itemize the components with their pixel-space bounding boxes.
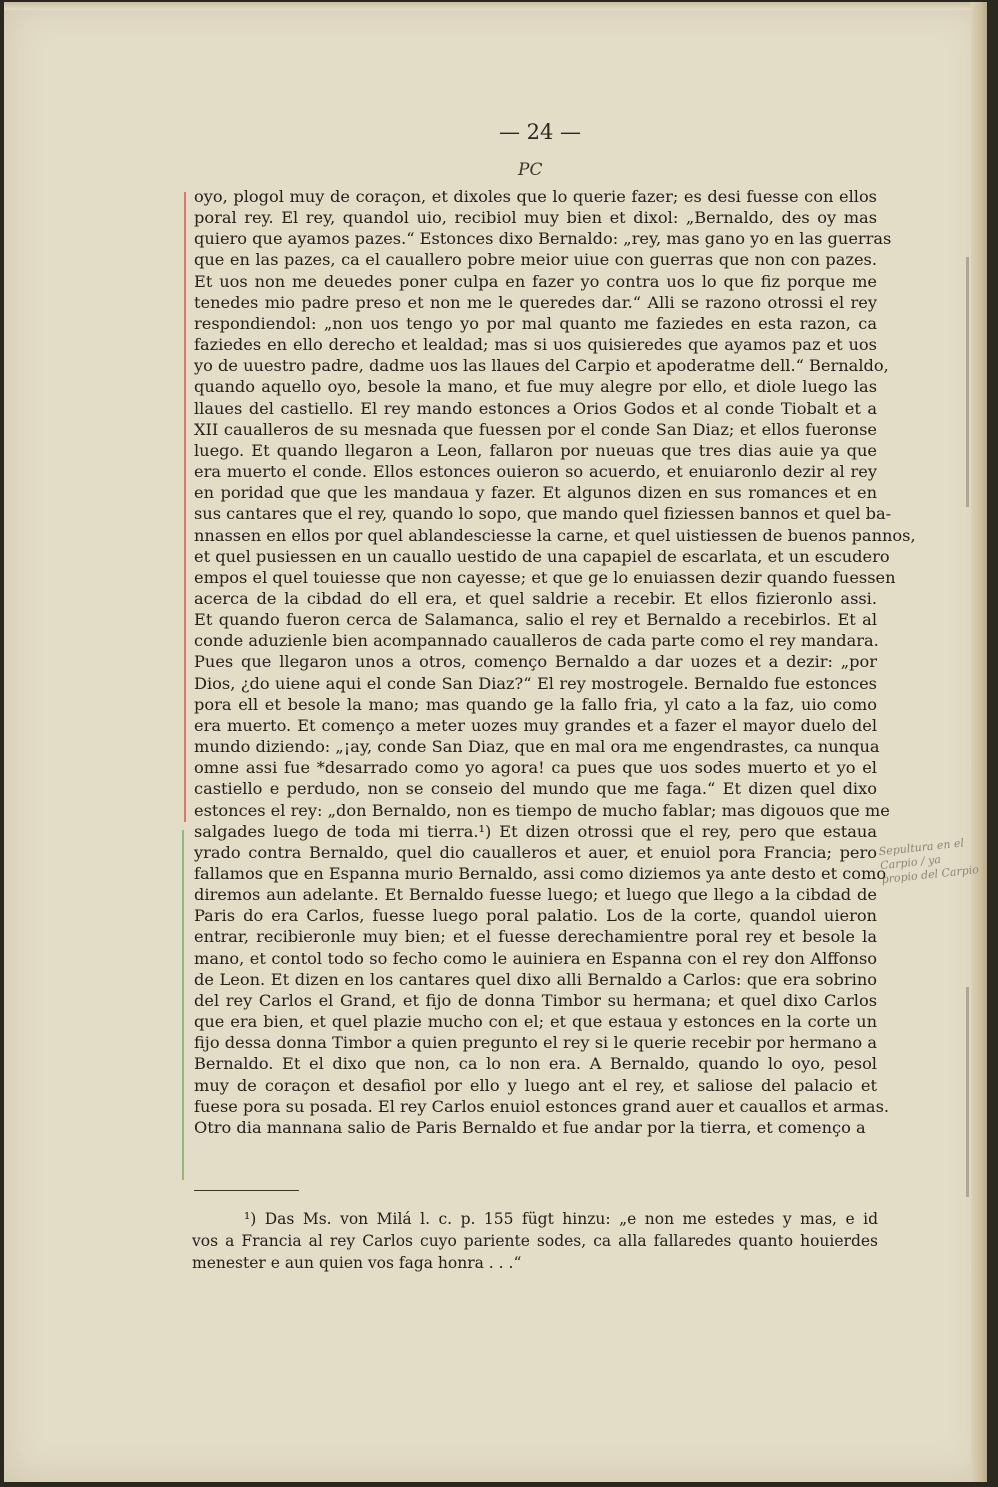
text-line: mundo diziendo: „¡ay, conde San Diaz, que en mal ora me engendrastes, ca nunqua [194, 737, 880, 757]
text-line: en poridad que que les mandaua y fazer. Et algunos dizen en sus romances et en [194, 483, 877, 503]
footnote-line: menester e aun quien vos faga honra . . .“ [192, 1254, 522, 1272]
text-line: llaues del castiello. El rey mando estonces a Orios Godos et al conde Tiobalt et a [194, 398, 877, 418]
text-line: que en las pazes, ca el cauallero pobre meior uiue con guerras que non con pazes. [194, 250, 877, 270]
text-line: Et quando fueron cerca de Salamanca, salio el rey et Bernaldo a recebirlos. Et al [194, 610, 877, 630]
text-line: de Leon. Et dizen en los cantares quel dixo alli Bernaldo a Carlos: que era sobrino [194, 969, 877, 989]
text-line: castiello e perdudo, non se conseio del mundo que me faga.“ Et dizen quel dixo [194, 779, 877, 799]
library-stamp: PC [518, 160, 543, 180]
text-line: conde aduzienle bien acompannado caualleros de cada parte como el rey mandara. [194, 631, 879, 651]
text-line: era muerto el conde. Ellos estonces ouieron so acuerdo, et enuiaronlo dezir al rey [194, 462, 877, 482]
text-line: poral rey. El rey, quandol uio, recibiol muy bien et dixol: „Bernaldo, des oy mas [194, 208, 877, 228]
text-line: respondiendol: „non uos tengo yo por mal quanto me faziedes en esta razon, ca [194, 313, 877, 333]
footnote [192, 1208, 878, 1274]
text-line: Paris do era Carlos, fuesse luego poral palatio. Los de la corte, quandol uieron [194, 906, 877, 926]
text-line: acerca de la cibdad do ell era, et quel saldrie a recebir. Et ellos fizieronlo assi. [194, 588, 877, 608]
text-line: Pues que llegaron unos a otros, començo Bernaldo a dar uozes et a dezir: „por [194, 652, 877, 672]
text-line: nnassen en ellos por quel ablandesciesse la carne, et quel uistiessen de buenos pannos, [194, 525, 916, 545]
page-top-edge [4, 2, 987, 10]
text-line: luego. Et quando llegaron a Leon, fallaron por nueuas que tres dias auie ya que [194, 440, 877, 460]
pencil-margin-note: Sepultura en el Carpio / ya propio del Carpio [878, 836, 980, 887]
text-line: entrar, recibieronle muy bien; et el fuesse derechamientre poral rey et besole la [194, 927, 877, 947]
binding-edge [971, 2, 987, 1482]
text-line: muy de coraçon et desafiol por ello y luego ant el rey, et saliose del palacio et [194, 1075, 877, 1095]
green-margin-line [182, 830, 190, 1180]
footnote-line: ¹) Das Ms. von Milá l. c. p. 155 fügt hinzu: „e non me estedes y mas, e id [244, 1210, 878, 1228]
text-line: et quel pusiessen en un cauallo uestido de una capapiel de escarlata, et un escudero [194, 546, 890, 566]
text-line: quiero que ayamos pazes.“ Estonces dixo Bernaldo: „rey, mas gano yo en las guerras [194, 229, 892, 249]
text-line: Otro dia mannana salio de Paris Bernaldo et fue andar por la tierra, et començo a [194, 1117, 866, 1137]
page-number: — 24 — [498, 120, 582, 144]
text-line: Et uos non me deuedes poner culpa en fazer yo contra uos lo que fiz porque me [194, 271, 877, 291]
text-line: Bernaldo. Et el dixo que non, ca lo non era. A Bernaldo, quando lo oyo, pesol [194, 1054, 877, 1074]
text-line: fallamos que en Espanna murio Bernaldo, assi como diziemos ya ante desto et como [194, 864, 887, 883]
text-line: yrado contra Bernaldo, quel dio caualleros et auer, et enuiol pora Francia; pero [194, 842, 877, 862]
text-line: faziedes en ello derecho et lealdad; mas si uos quisieredes que ayamos paz et uos [194, 335, 877, 355]
text-line: era muerto. Et començo a meter uozes muy grandes et a fazer el mayor duelo del [194, 715, 877, 735]
text-line: tenedes mio padre preso et non me le queredes dar.“ Alli se razono otrossi el rey [194, 292, 877, 312]
text-line: quando aquello oyo, besole la mano, et fue muy alegre por ello, et diole luego las [194, 377, 877, 397]
body-text [194, 186, 916, 1138]
footnote-rule [194, 1190, 299, 1191]
text-line: XII caualleros de su mesnada que fuessen por el conde San Diaz; et ellos fueronse [194, 419, 877, 439]
text-line: salgades luego de toda mi tierra.¹) Et dizen otrossi que el rey, pero que estaua [194, 821, 877, 841]
text-line: yo de uuestro padre, dadme uos las llaues del Carpio et apoderatme dell.“ Bernaldo, [194, 356, 889, 376]
text-line: omne assi fue *desarrado como yo agora! ca pues que uos sodes muerto et yo el [194, 758, 877, 778]
text-line: fijo dessa donna Timbor a quien pregunto el rey si le querie recebir por hermano a [194, 1033, 877, 1053]
footnote-line: vos a Francia al rey Carlos cuyo pariente sodes, ca alla fallaredes quanto houierdes [192, 1232, 878, 1250]
edge-stain [966, 987, 969, 1197]
text-line: estonces el rey: „don Bernaldo, non es tiempo de mucho fablar; mas digouos que me [194, 800, 890, 820]
text-line: pora ell et besole la mano; mas quando ge la fallo fria, yl cato a la faz, uio como [194, 694, 877, 714]
text-line: fuese pora su posada. El rey Carlos enuiol estonces grand auer et cauallos et armas. [194, 1096, 890, 1116]
text-line: que era bien, et quel plazie mucho con el; et que estaua y estonces en la corte un [194, 1012, 877, 1032]
text-line: mano, et contol todo so fecho como le auiniera en Espanna con el rey don Alffonso [194, 948, 877, 968]
red-margin-line [184, 192, 192, 822]
text-line: oyo, plogol muy de coraçon, et dixoles que lo querie fazer; es desi fuesse con ellos [194, 187, 877, 206]
edge-stain [966, 257, 969, 507]
text-line: diremos aun adelante. Et Bernaldo fuesse luego; et luego que llego a la cibdad de [194, 885, 877, 905]
text-line: sus cantares que el rey, quando lo sopo, que mando quel fiziessen bannos et quel ba- [194, 504, 892, 524]
text-line: del rey Carlos el Grand, et fijo de donna Timbor su hermana; et quel dixo Carlos [194, 990, 877, 1010]
text-line: Dios, ¿do uiene aqui el conde San Diaz?“ El rey mostrogele. Bernaldo fue estonces [194, 673, 877, 693]
text-line: empos el quel touiesse que non cayesse; et que ge lo enuiassen dezir quando fuessen [194, 567, 896, 587]
